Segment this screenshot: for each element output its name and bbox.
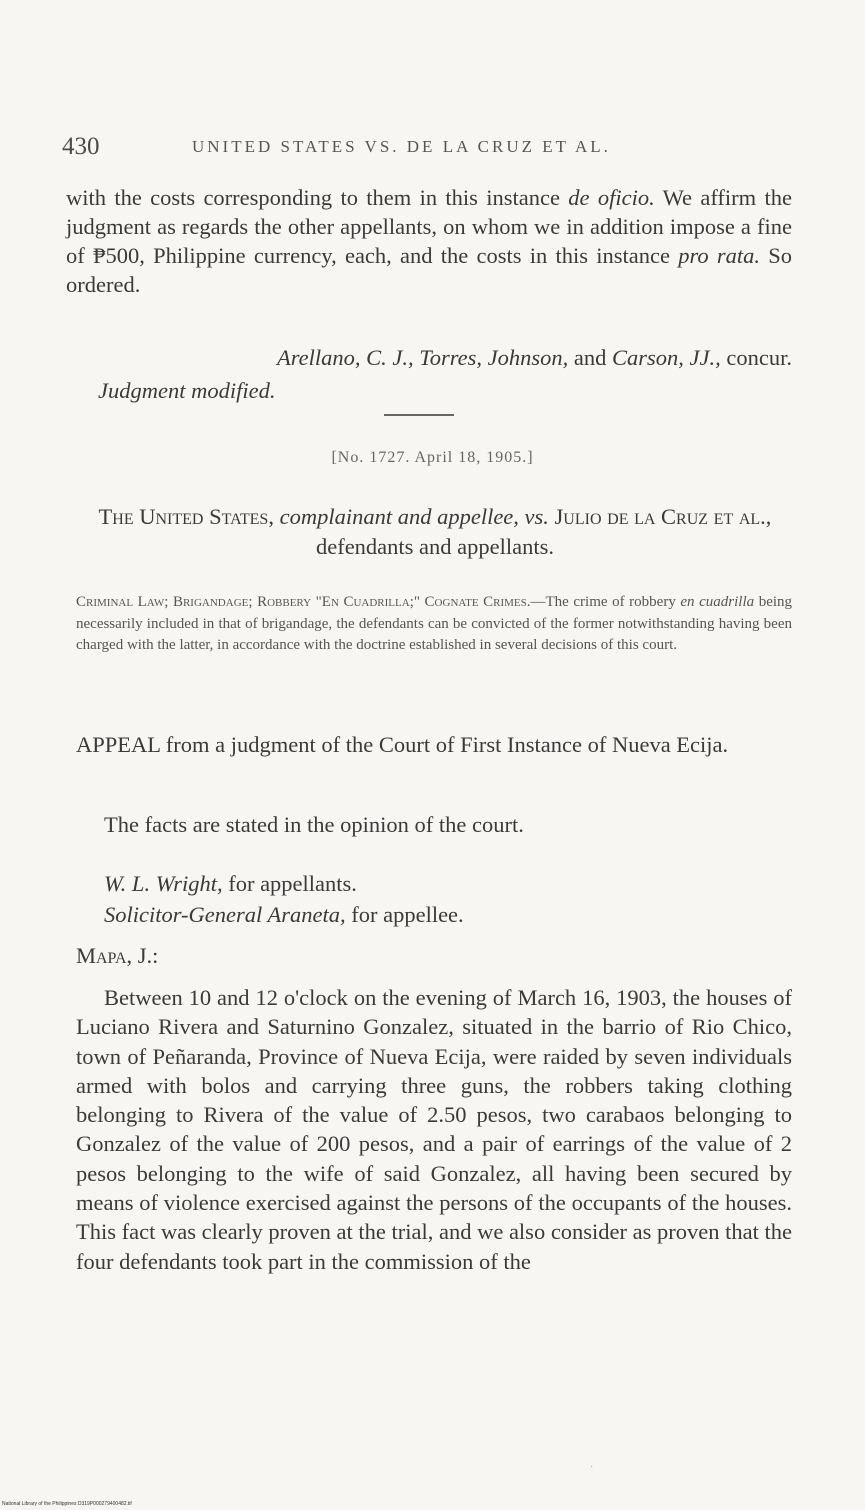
- text-run: with the costs corresponding to them in this instance: [66, 185, 569, 210]
- counsel-role: for appellants.: [222, 871, 357, 896]
- syllabus: [76, 592, 792, 657]
- justices-names: Arellano, C. J., Torres, Johnson,: [277, 345, 569, 370]
- justices-names: Carson, JJ.,: [612, 345, 721, 370]
- page-mark: ·: [590, 1462, 594, 1473]
- page-header: [62, 133, 795, 173]
- facts-statement: The facts are stated in the opinion of the court.: [104, 812, 524, 837]
- opinion-author: Mapa, J.:: [76, 943, 159, 968]
- versus: vs.: [524, 504, 549, 529]
- text-run: —The crime of robbery: [530, 594, 681, 610]
- party-role: defendants and appellants.: [315, 534, 555, 559]
- syllabus-heading: Criminal Law; Brigandage; Robbery "En Cuadrilla;" Cognate Crimes.: [76, 594, 531, 610]
- party-name: Julio de la Cruz et al.,: [548, 504, 772, 529]
- text-run-italic: pro rata.: [678, 243, 760, 268]
- section-divider: [384, 414, 454, 416]
- text-run-italic: de oficio.: [568, 185, 655, 210]
- case-number: [No. 1727. April 18, 1905.]: [331, 449, 534, 466]
- counsel-name: W. L. Wright,: [104, 871, 223, 896]
- text-run: and: [568, 345, 613, 370]
- party-name: The United States,: [98, 504, 274, 529]
- party-role: complainant and appellee,: [273, 504, 525, 529]
- counsel-block: [104, 868, 464, 930]
- counsel-role: for appellee.: [345, 902, 464, 927]
- text-run-italic: en cuadrilla: [680, 594, 755, 610]
- case-caption: [75, 502, 795, 562]
- counsel-name: Solicitor-General Araneta,: [104, 902, 346, 927]
- running-head: UNITED STATES VS. DE LA CRUZ ET AL.: [192, 137, 611, 156]
- opinion-text: Between 10 and 12 o'clock on the evening of March 16, 1903, the houses of Luciano Rivera and Saturnino Gonzalez, situated in the barrio of Rio Chico, town of Peñaranda, Province of Nueva Ecija, were raided by seven individuals armed with bolos and carrying three guns, the robbers taking clothing belonging to Rivera of the value of 2.50 pesos, two carabaos belonging to Gonzalez of the value of 200 pesos, and a pair of earrings of the value of 2 pesos belonging to the wife of said Gonzalez, all having been secured by means of violence exercised against the persons of the occupants of the houses. This fact was clearly proven at the trial, and we also consider as proven that the four defendants took part in the commission of the: [76, 985, 792, 1274]
- judgment-result: Judgment modified.: [98, 378, 276, 403]
- concurrence-line: [98, 343, 792, 372]
- text-run: being necessarily included in that of brigandage, the defendants can be convicted of the former notwithstanding having been charged with the latter, in accordance with the doctrine established in several decisions of this court.: [76, 594, 793, 653]
- prior-case-paragraph: [66, 183, 792, 299]
- counsel-appellee: [104, 899, 464, 930]
- scan-footer: National Library of the Philippines D319P000279400482.tif: [2, 1501, 132, 1507]
- page-number: 430: [62, 133, 100, 160]
- text-run: We affirm the judgment as regards the other appellants, on whom we in addition impose a fine of ₱500, Philippine currency, each, and the costs in this instance: [66, 185, 792, 268]
- counsel-appellants: [104, 868, 464, 899]
- text-run: So ordered.: [66, 243, 792, 297]
- text-run: concur.: [720, 345, 792, 370]
- appeal-statement: APPEAL from a judgment of the Court of First Instance of Nueva Ecija.: [76, 732, 729, 757]
